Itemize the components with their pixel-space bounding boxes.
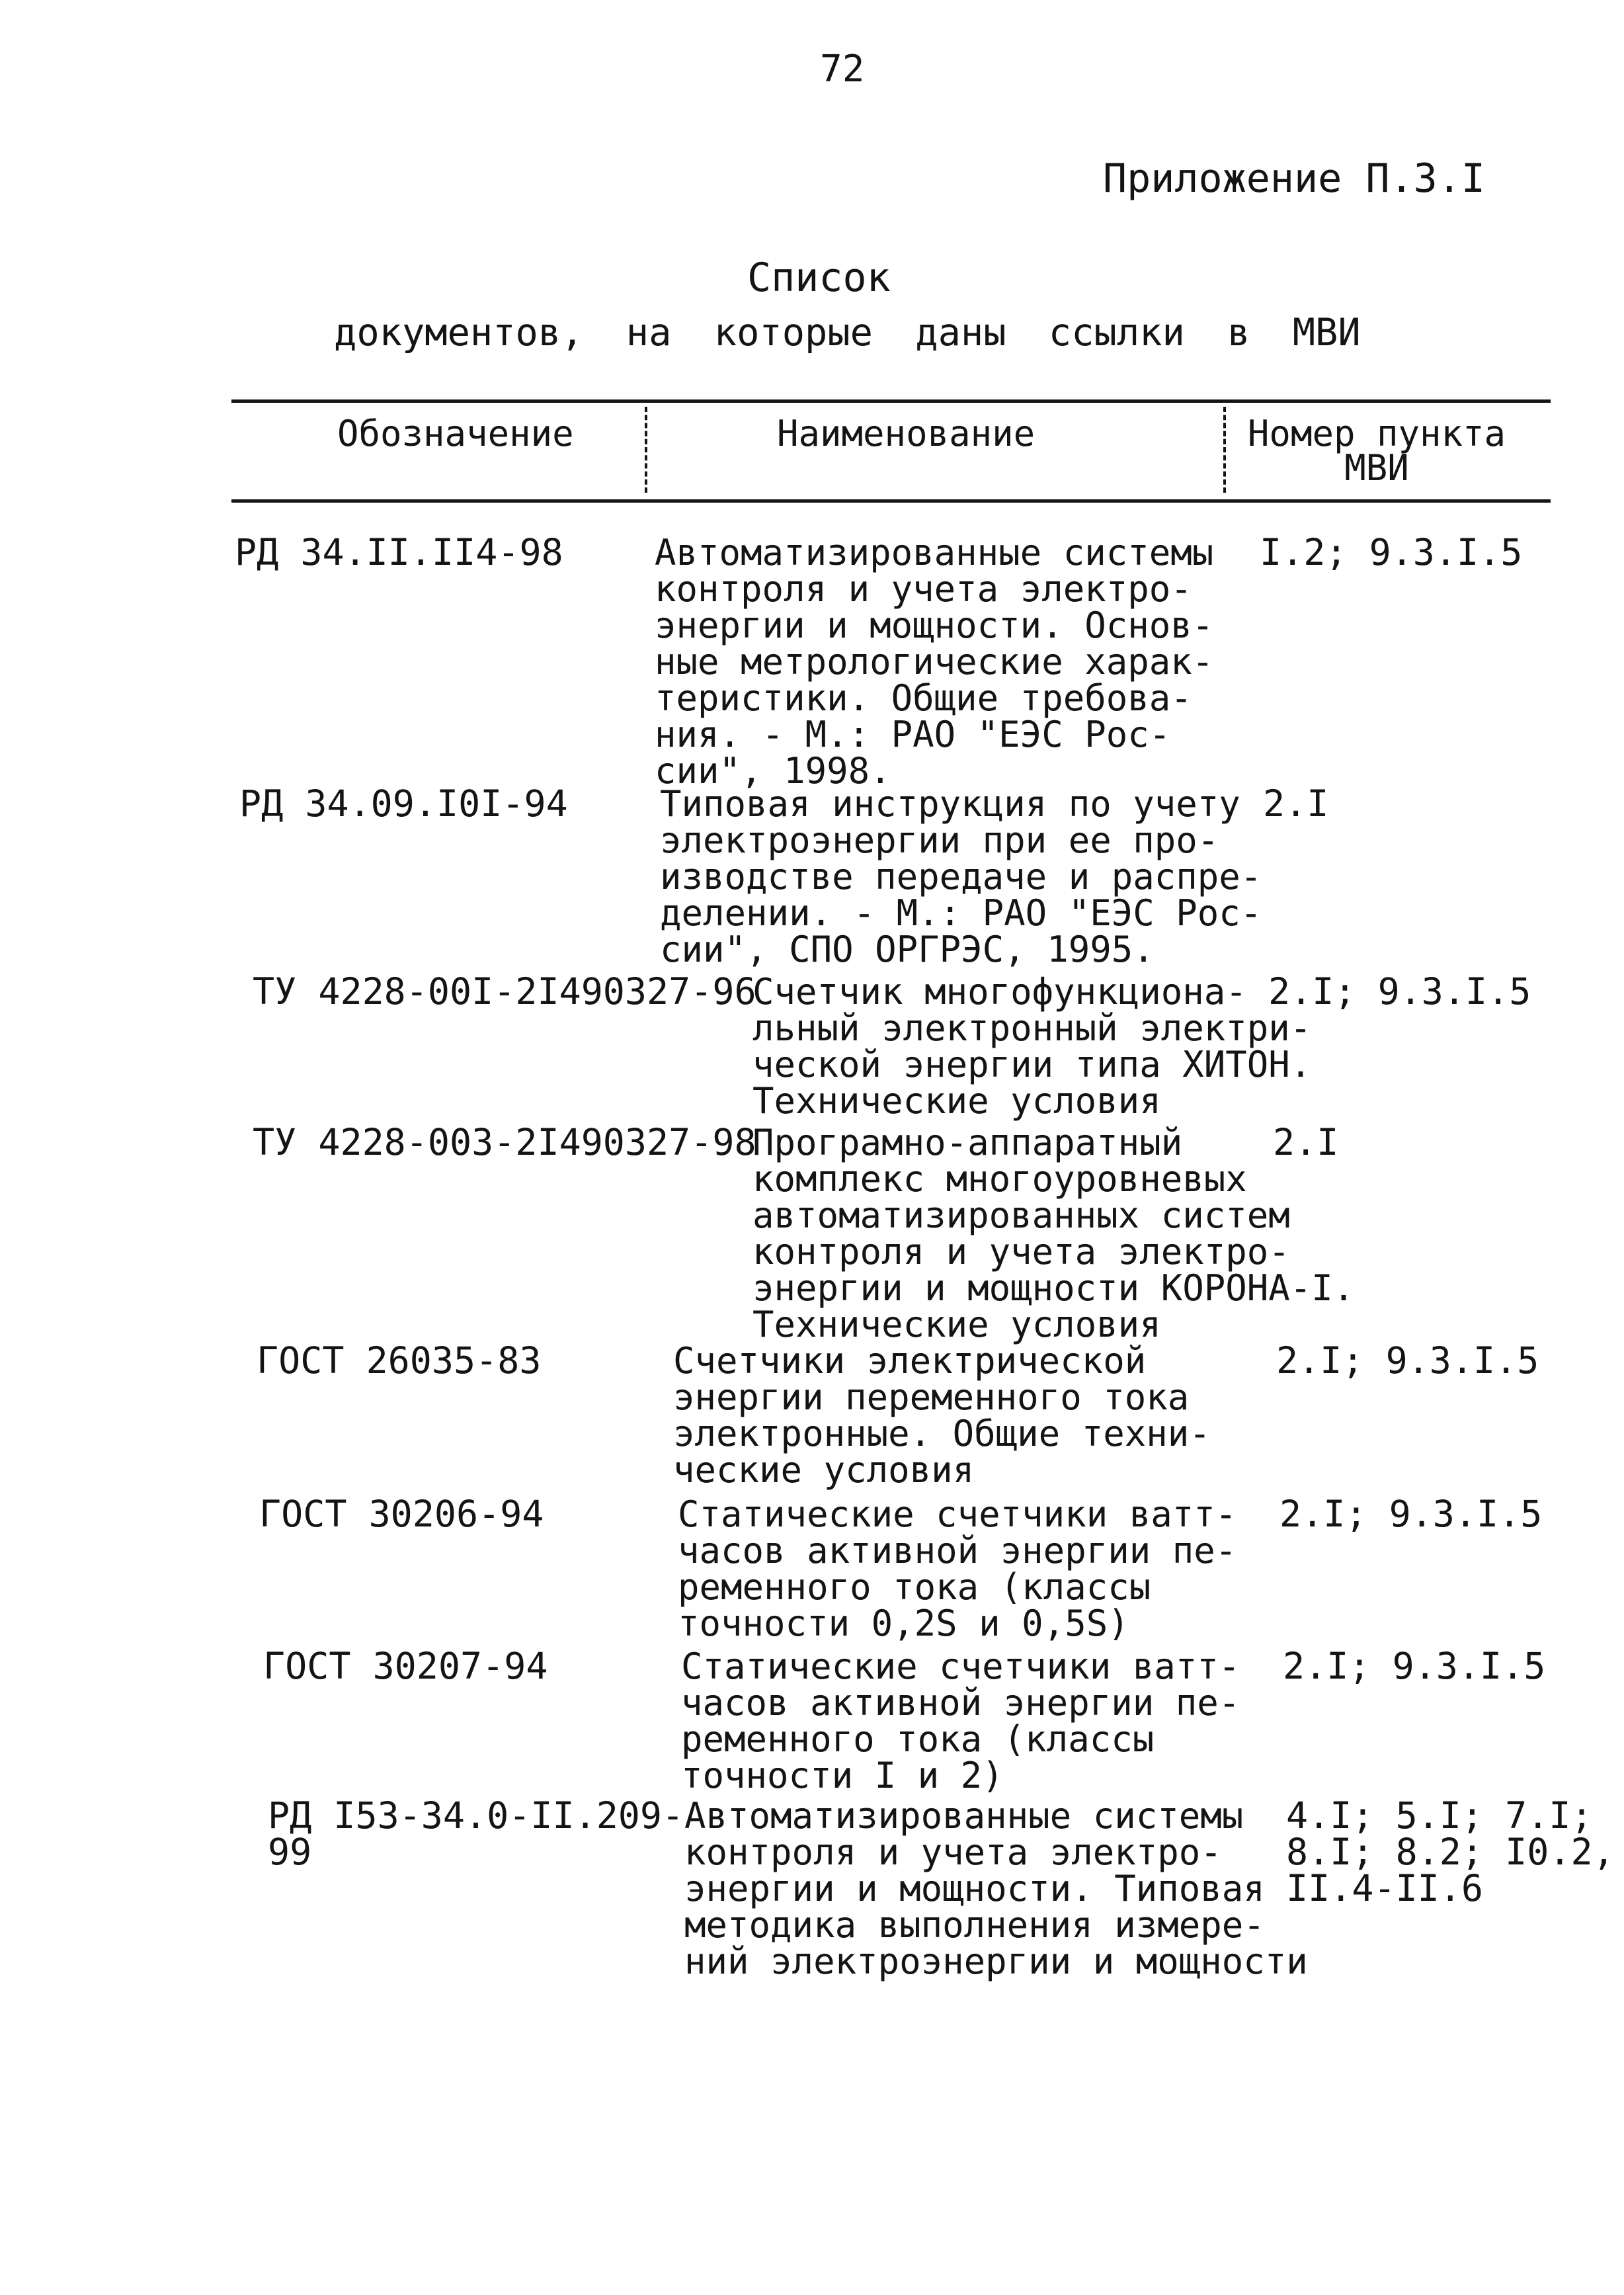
row-name: Типовая инструкция по учету электроэнергии при ее про- изводстве передаче и распре- делении. - М.: РАО "ЕЭС Рос- сии", СПО ОРГРЭС, 1995.	[660, 783, 1262, 970]
list-subtitle: документов, на которые даны ссылки в МВИ	[334, 311, 1361, 355]
row-name: Статические счетчики ватт- часов активной энергии пе- ременного тока (классы точности I и 2)	[681, 1646, 1240, 1796]
row-code: РД 34.09.I0I-94	[239, 782, 568, 825]
header-separator	[645, 407, 647, 493]
page-number: 72	[820, 48, 865, 91]
header-separator	[1223, 407, 1226, 493]
row-clause: I.2; 9.3.I.5	[1260, 531, 1523, 573]
row-clause: 4.I; 5.I; 7.I; 8.I; 8.2; I0.2, II.4-II.6	[1286, 1794, 1615, 1909]
row-name: Счетчик многофункциона- льный электронный электри- ческой энергии типа ХИТОН. Технические условия	[752, 971, 1312, 1122]
table-top-rule	[231, 399, 1551, 403]
row-clause: 2.I; 9.3.I.5	[1279, 1493, 1543, 1535]
row-code: ТУ 4228-003-2I490327-98	[253, 1121, 756, 1163]
row-name: Статические счетчики ватт- часов активной энергии пе- ременного тока (классы точности 0,2S и 0,5S)	[678, 1493, 1237, 1644]
row-clause: 2.I; 9.3.I.5	[1268, 970, 1531, 1013]
row-name: Счетчики электрической энергии переменного тока электронные. Общие техни- ческие условия	[673, 1340, 1211, 1491]
row-clause: 2.I	[1273, 1121, 1339, 1163]
appendix-label: Приложение П.3.I	[1103, 155, 1485, 202]
row-code: ГОСТ 26035-83	[257, 1339, 542, 1382]
row-code: РД I53-34.0-II.209- 99	[268, 1794, 684, 1873]
row-name: Автоматизированные системы контроля и учета электро- энергии и мощности. Основ- ные метрологические харак- теристики. Общие требова- ния. - М.: РАО "ЕЭС Рос- сии", 1998.	[655, 532, 1214, 792]
row-name: Програмно-аппаратный комплекс многоуровневых автоматизированных систем контроля и учета электро- энергии и мощности КОРОНА-I. Технические условия	[752, 1122, 1355, 1345]
row-code: ГОСТ 30207-94	[263, 1645, 548, 1687]
row-code: РД 34.II.II4-98	[235, 531, 563, 573]
row-code: ТУ 4228-00I-2I490327-96	[253, 970, 756, 1013]
header-clause: Номер пункта МВИ	[1247, 413, 1506, 489]
row-code: ГОСТ 30206-94	[259, 1493, 544, 1535]
row-name: Автоматизированные системы контроля и учета электро- энергии и мощности. Типовая методика выполнения измере- ний электроэнергии и мощности	[684, 1795, 1308, 1982]
list-title: Список	[747, 255, 891, 301]
row-clause: 2.I	[1263, 782, 1329, 825]
row-clause: 2.I; 9.3.I.5	[1283, 1645, 1546, 1687]
table-header-rule	[231, 499, 1551, 503]
header-designation: Обозначение	[337, 413, 574, 454]
row-clause: 2.I; 9.3.I.5	[1276, 1339, 1539, 1382]
header-name: Наименование	[777, 413, 1035, 454]
